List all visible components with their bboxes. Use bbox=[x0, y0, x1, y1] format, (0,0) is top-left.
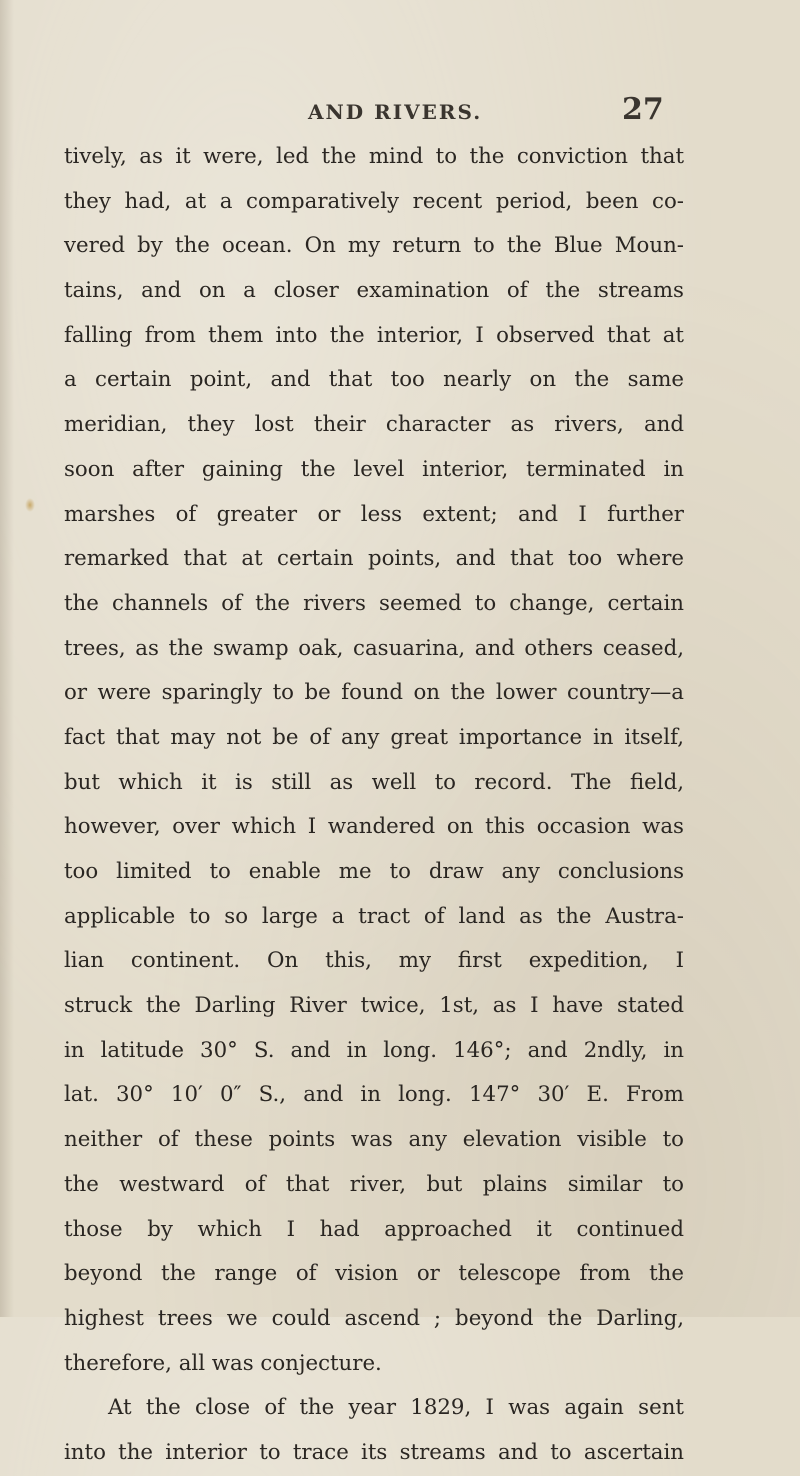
text-line: tains, and on a closer examination of the streams bbox=[64, 278, 684, 304]
page-edge-shadow bbox=[0, 0, 14, 1317]
text-line: too limited to enable me to draw any conclusions bbox=[64, 859, 684, 884]
page-number: 27 bbox=[622, 92, 664, 127]
text-line: lian continent. On this, my first expedition, I bbox=[64, 948, 684, 974]
text-line: meridian, they lost their character as rivers, and bbox=[64, 412, 684, 438]
text-line: marshes of greater or less extent; and I further bbox=[64, 501, 684, 527]
text-line: falling from them into the interior, I observed that at bbox=[64, 322, 684, 348]
text-line: those by which I had approached it continued bbox=[64, 1216, 684, 1242]
text-line: soon after gaining the level interior, terminated in bbox=[64, 456, 684, 482]
body-text bbox=[64, 135, 684, 1476]
text-line: a certain point, and that too nearly on the same bbox=[64, 367, 684, 393]
text-line: the westward of that river, but plains similar to bbox=[64, 1171, 684, 1197]
text-line: they had, at a comparatively recent period, been co- bbox=[64, 188, 684, 214]
paragraph-start-line: At the close of the year 1829, I was again sent bbox=[108, 1395, 684, 1421]
text-line: highest trees we could ascend ; beyond the Darling, bbox=[64, 1305, 684, 1331]
text-line: tively, as it were, led the mind to the conviction that bbox=[64, 144, 684, 169]
text-line: applicable to so large a tract of land as the Austra- bbox=[64, 903, 684, 929]
text-line: struck the Darling River twice, 1st, as I have stated bbox=[64, 993, 684, 1019]
text-line: beyond the range of vision or telescope from the bbox=[64, 1261, 684, 1287]
text-line: trees, as the swamp oak, casuarina, and others ceased, bbox=[64, 635, 684, 661]
text-line: fact that may not be of any great importance in itself, bbox=[64, 724, 684, 750]
text-line: lat. 30° 10′ 0″ S., and in long. 147° 30′ E. From bbox=[64, 1082, 684, 1108]
text-line: however, over which I wandered on this occasion was bbox=[64, 814, 684, 840]
text-line: vered by the ocean. On my return to the Blue Moun- bbox=[64, 233, 684, 259]
text-line: into the interior to trace its streams and to ascertain bbox=[64, 1439, 684, 1465]
text-line: in latitude 30° S. and in long. 146°; and 2ndly, in bbox=[64, 1037, 684, 1063]
paragraph-end-line: therefore, all was conjecture. bbox=[64, 1350, 382, 1376]
text-line: but which it is still as well to record. The field, bbox=[64, 769, 684, 795]
text-line: the channels of the rivers seemed to change, certain bbox=[64, 590, 684, 616]
text-line: neither of these points was any elevation visible to bbox=[64, 1127, 684, 1153]
foxing-spot bbox=[25, 498, 35, 512]
running-head: AND RIVERS. bbox=[308, 100, 483, 124]
text-line: remarked that at certain points, and that too where bbox=[64, 546, 684, 572]
text-line: or were sparingly to be found on the lower country—a bbox=[64, 680, 684, 706]
